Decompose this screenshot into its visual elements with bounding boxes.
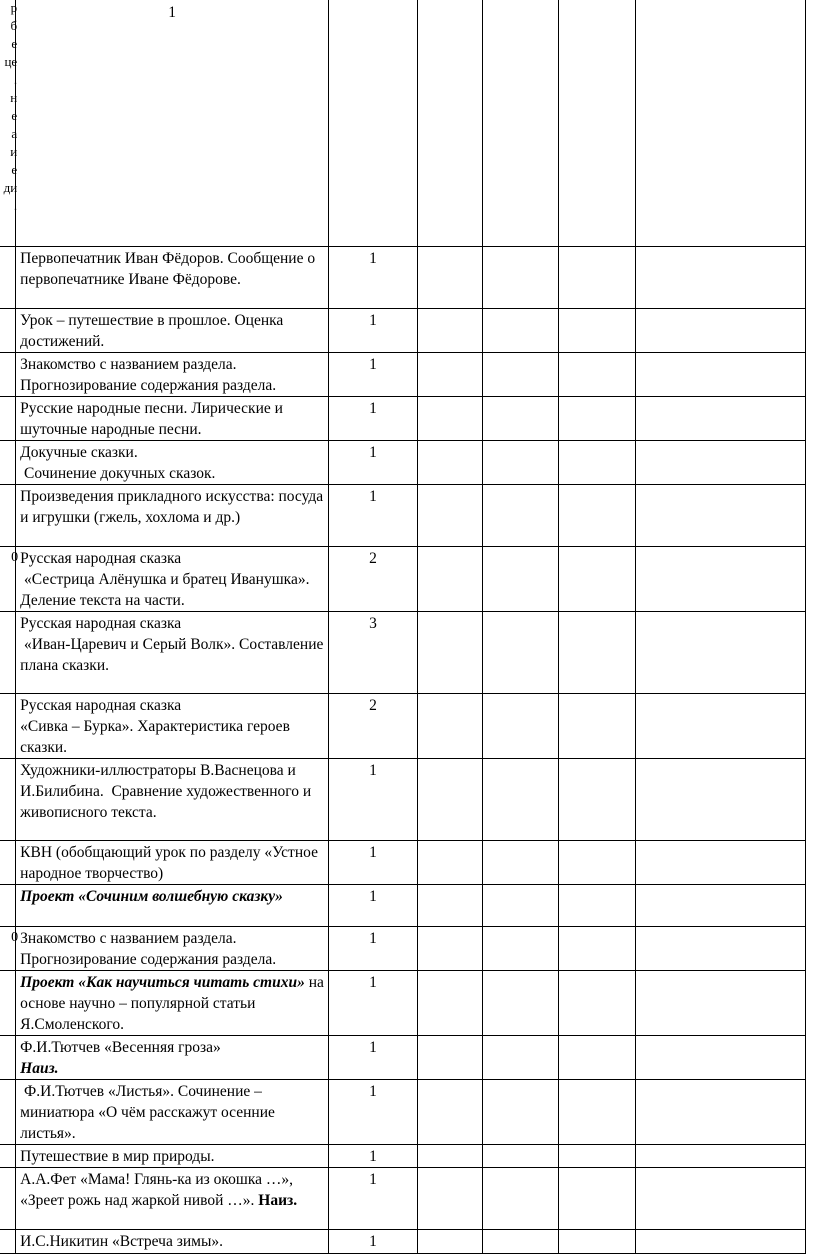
hours-value: 2 xyxy=(369,697,377,714)
empty-cell xyxy=(482,971,558,1036)
empty-cell xyxy=(417,0,482,247)
topic-cell xyxy=(16,841,329,885)
empty-cell xyxy=(482,441,558,485)
number-cell xyxy=(0,1230,16,1254)
empty-cell xyxy=(635,1145,805,1168)
number-cell xyxy=(0,309,16,353)
empty-cell xyxy=(635,441,805,485)
empty-cell xyxy=(635,1036,805,1080)
table-row xyxy=(0,353,806,397)
number-cell xyxy=(0,397,16,441)
hours-cell xyxy=(329,1145,418,1168)
project-title: Проект «Сочиним волшебную сказку» xyxy=(20,888,283,905)
hours-cell xyxy=(329,1230,418,1254)
hours-value: 1 xyxy=(369,312,377,329)
empty-cell xyxy=(558,927,635,971)
hours-cell xyxy=(329,1168,418,1230)
table-row xyxy=(0,759,806,841)
topic-text: Ф.И.Тютчев «Весенняя гроза» xyxy=(20,1039,221,1056)
empty-cell xyxy=(482,397,558,441)
empty-cell xyxy=(417,353,482,397)
topic-cell xyxy=(16,309,329,353)
hours-cell xyxy=(329,485,418,547)
topic-text-continued: «Сивка – Бурка». Характеристика героев сказки. xyxy=(20,718,294,756)
table-row xyxy=(0,612,806,694)
topic-text: Путешествие в мир природы. xyxy=(20,1148,215,1165)
hours-value: 1 xyxy=(369,444,377,461)
hours-value: 1 xyxy=(369,1233,377,1250)
empty-cell xyxy=(635,612,805,694)
hours-cell xyxy=(329,694,418,759)
empty-cell xyxy=(417,397,482,441)
table-row xyxy=(0,441,806,485)
hours-cell xyxy=(329,397,418,441)
topic-cell xyxy=(16,485,329,547)
topic-cell xyxy=(16,1168,329,1230)
empty-cell xyxy=(558,885,635,927)
empty-cell xyxy=(482,309,558,353)
empty-cell xyxy=(635,1080,805,1145)
table-row xyxy=(0,485,806,547)
empty-cell xyxy=(482,547,558,612)
hours-cell xyxy=(329,885,418,927)
hours-cell xyxy=(329,1036,418,1080)
empty-cell xyxy=(558,353,635,397)
empty-cell xyxy=(417,694,482,759)
hours-cell xyxy=(329,547,418,612)
empty-cell xyxy=(482,841,558,885)
hours-value: 1 xyxy=(369,1083,377,1100)
row-number: 0 xyxy=(11,930,19,945)
hours-value: 1 xyxy=(369,888,377,905)
hours-value: 1 xyxy=(369,356,377,373)
empty-cell xyxy=(482,485,558,547)
empty-cell xyxy=(635,1168,805,1230)
number-cell xyxy=(0,759,16,841)
topic-text: Произведения прикладного искусства: посуда и игрушки (гжель, хохлома и др.) xyxy=(20,488,328,526)
topic-cell xyxy=(16,694,329,759)
topic-cell xyxy=(16,353,329,397)
empty-cell xyxy=(558,547,635,612)
empty-cell xyxy=(558,397,635,441)
empty-cell xyxy=(482,759,558,841)
empty-cell xyxy=(558,309,635,353)
topic-cell xyxy=(16,1230,329,1254)
hours-value: 1 xyxy=(369,1148,377,1165)
hours-cell xyxy=(329,0,418,247)
empty-cell xyxy=(635,547,805,612)
empty-cell xyxy=(558,612,635,694)
empty-cell xyxy=(558,841,635,885)
hours-value: 1 xyxy=(369,930,377,947)
empty-cell xyxy=(482,694,558,759)
empty-cell xyxy=(558,1036,635,1080)
topic-text: Русские народные песни. Лирические и шуточные народные песни. xyxy=(20,400,287,438)
empty-cell xyxy=(417,309,482,353)
topic-text: Докучные сказки. xyxy=(20,444,138,461)
empty-cell xyxy=(635,759,805,841)
empty-cell xyxy=(482,1080,558,1145)
hours-cell xyxy=(329,247,418,309)
table-row xyxy=(0,1036,806,1080)
empty-cell xyxy=(558,1168,635,1230)
header-row xyxy=(0,0,806,247)
number-cell xyxy=(0,1145,16,1168)
hours-value: 1 xyxy=(369,1039,377,1056)
hours-value: 1 xyxy=(369,1171,377,1188)
topic-text-continued: Сочинение докучных сказок. xyxy=(20,465,216,482)
empty-cell xyxy=(482,1168,558,1230)
number-cell xyxy=(0,1168,16,1230)
hours-cell xyxy=(329,309,418,353)
empty-cell xyxy=(635,841,805,885)
empty-cell xyxy=(558,1080,635,1145)
empty-cell xyxy=(635,971,805,1036)
header-label: 1 xyxy=(168,4,176,21)
hours-value: 1 xyxy=(369,250,377,267)
topic-text: Ф.И.Тютчев «Листья». Сочинение – миниатюра «О чём расскажут осенние листья». xyxy=(20,1083,279,1142)
row-number: 0 xyxy=(11,550,19,565)
topic-cell xyxy=(16,927,329,971)
hours-value: 1 xyxy=(369,762,377,779)
hours-cell xyxy=(329,927,418,971)
empty-cell xyxy=(417,1230,482,1254)
empty-cell xyxy=(417,1145,482,1168)
table-row xyxy=(0,1168,806,1230)
table-row xyxy=(0,927,806,971)
empty-cell xyxy=(417,759,482,841)
number-cell xyxy=(0,1036,16,1080)
number-cell xyxy=(0,1080,16,1145)
topic-note: Наиз. xyxy=(258,1192,298,1209)
hours-cell xyxy=(329,353,418,397)
topic-cell xyxy=(16,397,329,441)
empty-cell xyxy=(417,1168,482,1230)
hours-value: 1 xyxy=(369,974,377,991)
topic-cell xyxy=(16,759,329,841)
topic-text: Русская народная сказка xyxy=(20,615,182,632)
hours-cell xyxy=(329,1080,418,1145)
empty-cell xyxy=(635,353,805,397)
table-row xyxy=(0,694,806,759)
topic-cell xyxy=(16,441,329,485)
hours-value: 1 xyxy=(369,488,377,505)
empty-cell xyxy=(558,247,635,309)
empty-cell xyxy=(417,247,482,309)
table-row xyxy=(0,1080,806,1145)
empty-cell xyxy=(482,1230,558,1254)
topic-text-continued: «Иван-Царевич и Серый Волк». Составление плана сказки. xyxy=(20,636,328,674)
topic-cell xyxy=(16,885,329,927)
hours-cell xyxy=(329,841,418,885)
empty-cell xyxy=(417,1036,482,1080)
number-cell xyxy=(0,927,19,971)
empty-cell xyxy=(417,841,482,885)
topic-text: Знакомство с названием раздела. Прогнозирование содержания раздела. xyxy=(20,930,277,968)
number-fragments: р б е це . н е а и е ди . xyxy=(3,0,18,213)
topic-cell xyxy=(16,1080,329,1145)
empty-cell xyxy=(558,759,635,841)
empty-cell xyxy=(417,547,482,612)
topic-note: Наиз. xyxy=(20,1060,59,1077)
number-cell xyxy=(0,485,16,547)
number-cell xyxy=(0,441,16,485)
empty-cell xyxy=(482,1036,558,1080)
empty-cell xyxy=(635,694,805,759)
topic-text: И.С.Никитин «Встреча зимы». xyxy=(20,1233,223,1250)
topic-text: А.А.Фет «Мама! Глянь-ка из окошка …», «Зреет рожь над жаркой нивой …». xyxy=(20,1171,301,1209)
project-title: Проект «Как научиться читать стихи» xyxy=(20,974,305,991)
empty-cell xyxy=(635,247,805,309)
table-row xyxy=(0,397,806,441)
table-row xyxy=(0,309,806,353)
number-cell xyxy=(0,885,16,927)
empty-cell xyxy=(482,0,558,247)
topic-cell xyxy=(16,247,329,309)
hours-cell xyxy=(329,441,418,485)
number-cell xyxy=(0,841,16,885)
topic-cell xyxy=(16,0,329,247)
empty-cell xyxy=(558,0,635,247)
table-row xyxy=(0,1145,806,1168)
empty-cell xyxy=(417,885,482,927)
table-row xyxy=(0,547,806,612)
empty-cell xyxy=(482,885,558,927)
empty-cell xyxy=(635,397,805,441)
hours-cell xyxy=(329,612,418,694)
empty-cell xyxy=(417,927,482,971)
empty-cell xyxy=(558,1145,635,1168)
topic-cell xyxy=(16,1036,329,1080)
empty-cell xyxy=(482,612,558,694)
hours-value: 1 xyxy=(369,400,377,417)
number-cell xyxy=(0,694,16,759)
topic-text: Русская народная сказка xyxy=(20,697,182,714)
table-row xyxy=(0,841,806,885)
empty-cell xyxy=(635,885,805,927)
hours-value: 2 xyxy=(369,550,377,567)
table-row xyxy=(0,885,806,927)
topic-text: Художники-иллюстраторы В.Васнецова и И.Билибина. Сравнение художественного и живописного текста. xyxy=(20,762,316,821)
empty-cell xyxy=(558,1230,635,1254)
table-row xyxy=(0,1230,806,1254)
table-row xyxy=(0,971,806,1036)
empty-cell xyxy=(635,1230,805,1254)
number-cell xyxy=(0,353,16,397)
topic-cell xyxy=(16,547,329,612)
topic-text: на основе научно – популярной статьи Я.Смоленского. xyxy=(20,974,328,1033)
empty-cell xyxy=(417,612,482,694)
hours-value: 1 xyxy=(369,844,377,861)
empty-cell xyxy=(635,0,805,247)
empty-cell xyxy=(417,1080,482,1145)
hours-cell xyxy=(329,759,418,841)
empty-cell xyxy=(482,1145,558,1168)
hours-value: 3 xyxy=(369,615,377,632)
empty-cell xyxy=(635,309,805,353)
topic-text-continued: «Сестрица Алёнушка и братец Иванушка». Деление текста на части. xyxy=(20,571,314,609)
number-cell xyxy=(0,547,19,612)
empty-cell xyxy=(558,971,635,1036)
empty-cell xyxy=(417,485,482,547)
empty-cell xyxy=(558,694,635,759)
topic-cell xyxy=(16,612,329,694)
empty-cell xyxy=(635,927,805,971)
empty-cell xyxy=(482,247,558,309)
topic-text: Русская народная сказка xyxy=(20,550,182,567)
topic-text: КВН (обобщающий урок по разделу «Устное народное творчество) xyxy=(20,844,322,882)
number-cell xyxy=(0,0,16,247)
topic-cell xyxy=(16,1145,329,1168)
empty-cell xyxy=(482,353,558,397)
number-cell xyxy=(0,971,16,1036)
number-cell xyxy=(0,247,16,309)
empty-cell xyxy=(558,441,635,485)
empty-cell xyxy=(417,441,482,485)
table-row xyxy=(0,247,806,309)
empty-cell xyxy=(482,927,558,971)
topic-text: Урок – путешествие в прошлое. Оценка достижений. xyxy=(20,312,288,350)
hours-cell xyxy=(329,971,418,1036)
empty-cell xyxy=(635,485,805,547)
topic-cell xyxy=(16,971,329,1036)
topic-text: Первопечатник Иван Фёдоров. Сообщение о первопечатнике Иване Фёдорове. xyxy=(20,250,319,288)
empty-cell xyxy=(417,971,482,1036)
topic-text: Знакомство с названием раздела. Прогнозирование содержания раздела. xyxy=(20,356,277,394)
empty-cell xyxy=(558,485,635,547)
number-cell xyxy=(0,612,16,694)
